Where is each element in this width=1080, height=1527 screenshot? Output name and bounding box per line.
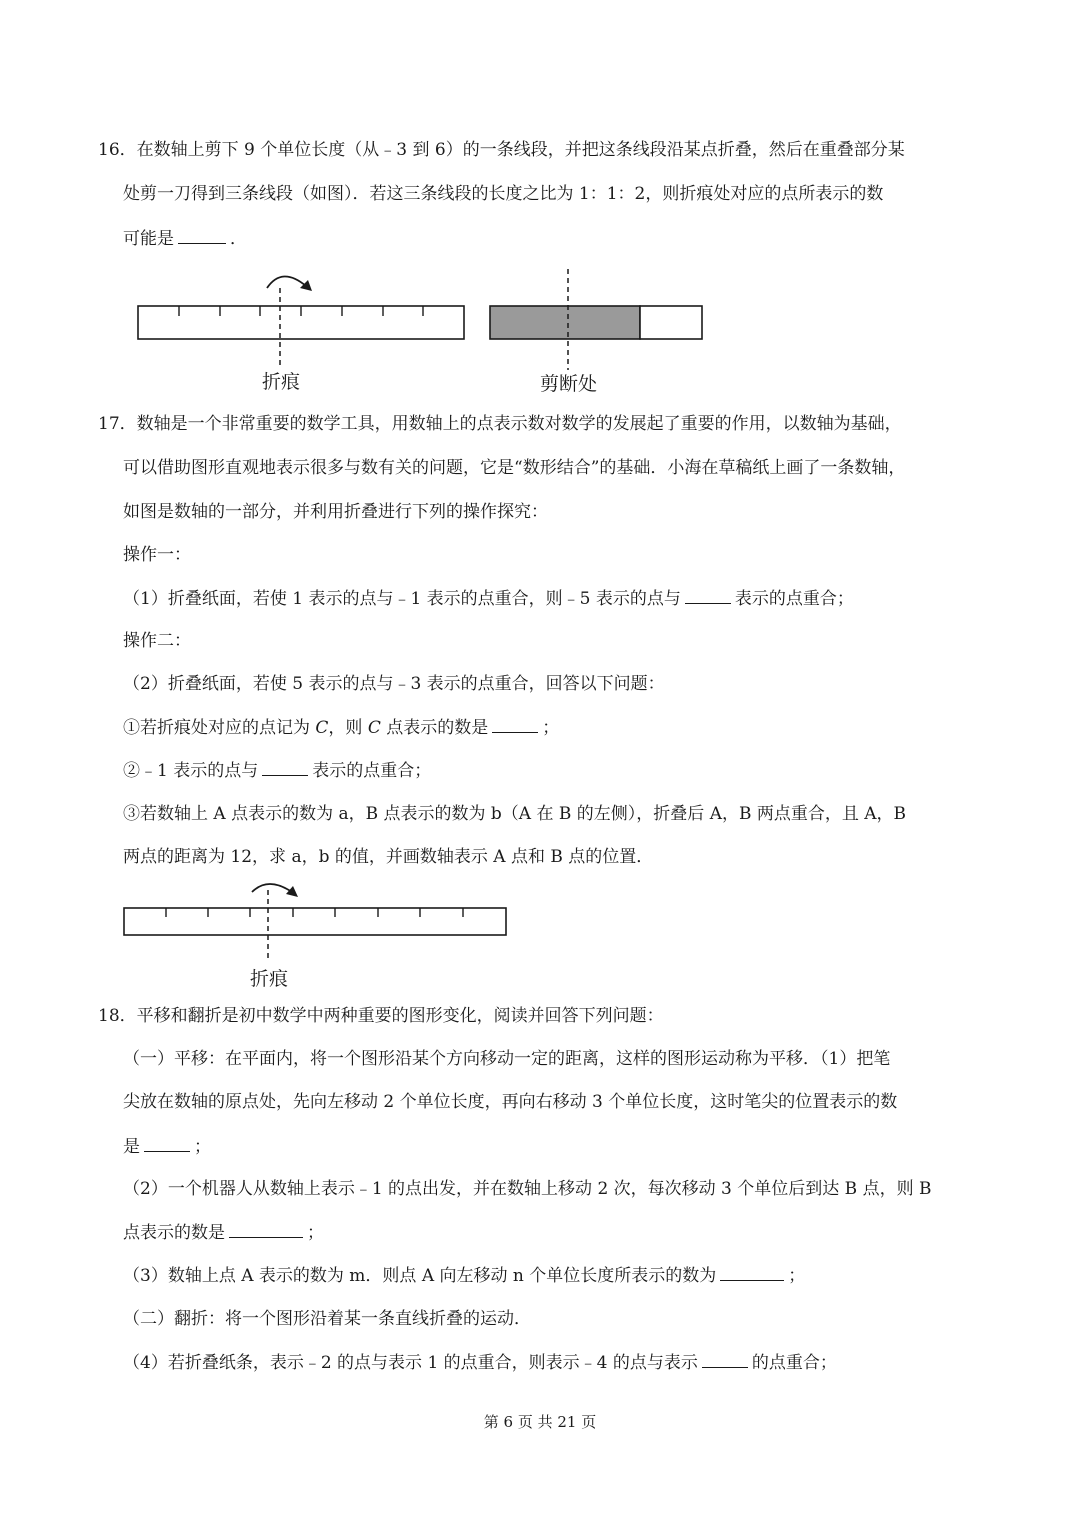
- q17-part-1: [123, 587, 854, 610]
- q18-t1-line-1: （一）平移：在平面内，将一个图形沿某个方向移动一定的距离，这样的图形运动称为平移．（1）把笔: [123, 1049, 891, 1069]
- q18-part-2-line-2: [123, 1221, 324, 1244]
- q18-part-4-blank[interactable]: [702, 1351, 748, 1368]
- q16-line-3-prefix: 可能是: [123, 229, 174, 249]
- q16-ticks: [179, 306, 423, 316]
- q17-op1-title: 操作一：: [123, 545, 191, 565]
- q17-sub-2: [123, 759, 431, 782]
- q18-part-3: [123, 1264, 805, 1287]
- q16-line-3-suffix: ．: [230, 229, 247, 249]
- q18-part-2-line-1: （2）一个机器人从数轴上表示﹣1 的点出发，并在数轴上移动 2 次，每次移动 3 个单位后到达 B 点，则 B: [123, 1179, 932, 1199]
- q18-part-3-blank[interactable]: [720, 1264, 784, 1281]
- q16-cut-label: 剪断处: [540, 373, 598, 395]
- q17-sub-2-prefix: ②﹣1 表示的点与: [123, 761, 259, 781]
- q18-part-4: [123, 1351, 837, 1374]
- q17-strip: [124, 908, 506, 935]
- q16-fold-arrow: [267, 276, 306, 288]
- q17-sub-1-text-a: ①若折痕处对应的点记为: [123, 718, 310, 738]
- q17-op2-title: 操作二：: [123, 631, 191, 651]
- q18-part-3-prefix: （3）数轴上点 A 表示的数为 m．则点 A 向左移动 n 个单位长度所表示的数为: [123, 1266, 717, 1286]
- q17-fold-label: 折痕: [250, 968, 289, 990]
- q16-figure: [130, 266, 710, 370]
- q18-t1-line-3-prefix: 是: [123, 1137, 140, 1157]
- q16-line-2: 处剪一刀得到三条线段（如图）．若这三条线段的长度之比为 1：1：2，则折痕处对应的点所表示的数: [123, 184, 884, 204]
- q17-sub-1-var-c: C: [315, 718, 329, 738]
- q18-t1-line-3: [123, 1135, 211, 1158]
- q18-part-3-suffix: ；: [788, 1266, 806, 1286]
- q17-part-2: （2）折叠纸面，若使 5 表示的点与﹣3 表示的点重合，回答以下问题：: [123, 674, 665, 694]
- q17-line-3: 如图是数轴的一部分，并利用折叠进行下列的操作探究：: [123, 502, 548, 522]
- q18-line-1: 18．平移和翻折是初中数学中两种重要的图形变化，阅读并回答下列问题：: [98, 1006, 664, 1026]
- q16-strip-white: [640, 306, 702, 339]
- q17-sub-1-blank[interactable]: [492, 716, 538, 733]
- q16-answer-blank[interactable]: [178, 227, 226, 244]
- q17-line-2: 可以借助图形直观地表示很多与数有关的问题，它是“数形结合”的基础．小海在草稿纸上画了一条数轴，: [123, 458, 906, 478]
- q17-sub-1-text-c: 点表示的数是: [386, 718, 489, 738]
- q18-part-2-prefix: 点表示的数是: [123, 1223, 225, 1243]
- q18-t1-line-2: 尖放在数轴的原点处，先向左移动 2 个单位长度，再向右移动 3 个单位长度，这时笔尖的位置表示的数: [123, 1092, 898, 1112]
- q18-part-1-blank[interactable]: [144, 1135, 190, 1152]
- q17-part-1-suffix: 表示的点重合；: [734, 589, 854, 609]
- q17-fold-arrow: [252, 884, 292, 892]
- q17-sub-3-line-1: ③若数轴上 A 点表示的数为 a，B 点表示的数为 b（A 在 B 的左侧），折叠后 A，B 两点重合，且 A，B: [123, 804, 907, 824]
- q16-line-3: [123, 227, 247, 250]
- q17-sub-1: [123, 716, 559, 739]
- q17-fold-arrow-head: [286, 886, 298, 897]
- q17-figure: [118, 874, 514, 960]
- q17-sub-2-suffix: 表示的点重合；: [312, 761, 432, 781]
- q17-sub-2-blank[interactable]: [262, 759, 308, 776]
- q16-fold-label: 折痕: [262, 371, 301, 393]
- q18-part-2-suffix: ；: [307, 1223, 324, 1243]
- q16-fold-arrow-head: [300, 280, 312, 291]
- q17-sub-1-text-b: ，则: [328, 718, 363, 738]
- q18-part-4-prefix: （4）若折叠纸条，表示﹣2 的点与表示 1 的点重合，则表示﹣4 的点与表示: [123, 1353, 698, 1373]
- q18-part-2-blank[interactable]: [229, 1221, 303, 1238]
- q17-part-1-prefix: （1）折叠纸面，若使 1 表示的点与﹣1 表示的点重合，则﹣5 表示的点与: [123, 589, 681, 609]
- q17-line-1: 17．数轴是一个非常重要的数学工具，用数轴上的点表示数对数学的发展起了重要的作用，以数轴为基础，: [98, 414, 902, 434]
- q18-t1-line-3-suffix: ；: [194, 1137, 211, 1157]
- q17-part-1-blank[interactable]: [685, 587, 731, 604]
- q17-sub-3-line-2: 两点的距离为 12，求 a，b 的值，并画数轴表示 A 点和 B 点的位置．: [123, 847, 654, 867]
- q16-line-1: 16．在数轴上剪下 9 个单位长度（从﹣3 到 6）的一条线段，并把这条线段沿某点折叠，然后在重叠部分某: [98, 140, 905, 160]
- q17-ticks: [166, 908, 463, 917]
- q18-part-4-suffix: 的点重合；: [751, 1353, 837, 1373]
- q17-sub-1-suffix: ；: [542, 718, 560, 738]
- q16-strip-shaded: [490, 306, 640, 339]
- page-footer: 第 6 页 共 21 页: [483, 1413, 597, 1431]
- q18-t2: （二）翻折：将一个图形沿着某一条直线折叠的运动．: [123, 1309, 531, 1329]
- q17-sub-1-var-c-2: C: [367, 718, 381, 738]
